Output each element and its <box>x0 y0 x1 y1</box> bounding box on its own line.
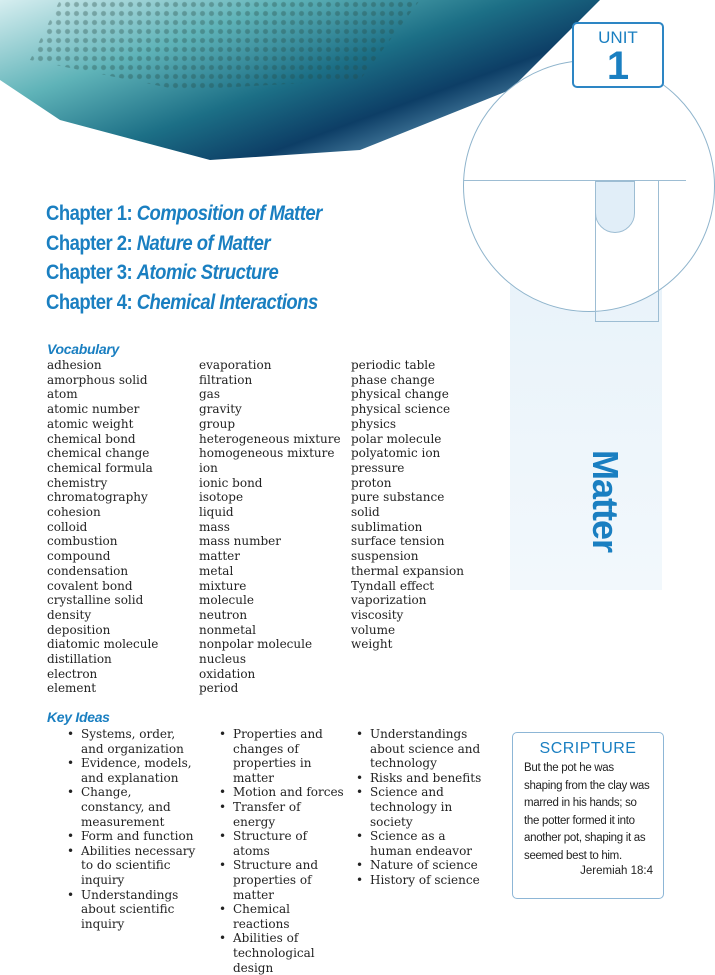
vocabulary-term: deposition <box>47 622 111 637</box>
vocabulary-term: diatomic molecule <box>47 637 159 652</box>
vocabulary-term: adhesion <box>47 358 102 372</box>
key-idea-item: • Abilities of technological design <box>215 931 345 975</box>
vocabulary-term: polyatomic ion <box>351 446 441 461</box>
vocabulary-term: crystalline solid <box>47 593 144 608</box>
vocabulary-term: weight <box>351 637 393 652</box>
vocabulary-term: pressure <box>351 460 405 475</box>
key-idea-item: • Motion and forces <box>215 785 345 800</box>
vocabulary-term: combustion <box>47 534 118 549</box>
vocabulary-term: heterogeneous mixture <box>199 431 341 446</box>
vocabulary-term: electron <box>47 666 98 681</box>
vocabulary-term: physical change <box>351 387 449 402</box>
vocabulary-term: vaporization <box>351 593 427 608</box>
vocabulary-term: matter <box>199 549 241 564</box>
vocabulary-term: physics <box>351 416 397 431</box>
side-title: Matter <box>585 449 626 553</box>
vocabulary-term: covalent bond <box>47 578 133 593</box>
scripture-heading: SCRIPTURE <box>539 740 637 757</box>
vocabulary-term: chemical change <box>47 446 150 461</box>
vocabulary-term: nonmetal <box>199 622 256 637</box>
vocabulary-term: element <box>47 681 97 696</box>
vocabulary-term: compound <box>47 549 111 564</box>
key-idea-item: • History of science <box>352 873 490 888</box>
key-idea-item: • Structure of atoms <box>215 829 345 858</box>
chapter-number: Chapter 4: <box>46 290 133 314</box>
key-idea-item: • Science as a human endeavor <box>352 829 490 858</box>
vocabulary-term: neutron <box>199 607 248 622</box>
key-idea-item: • Transfer of energy <box>215 800 345 829</box>
chapter-heading <box>46 232 270 256</box>
vocabulary-term: group <box>199 416 236 431</box>
vocabulary-term: metal <box>199 563 234 578</box>
key-idea-item: • Understandings about scientific inquiry <box>63 888 198 932</box>
vocabulary-term: filtration <box>199 372 253 387</box>
unit-badge <box>572 22 664 88</box>
key-idea-item: • Science and technology in society <box>352 785 490 829</box>
vocabulary-term: chemistry <box>47 475 108 490</box>
vocabulary-term: suspension <box>351 549 419 564</box>
vocabulary-term: period <box>199 681 239 696</box>
vocabulary-term: volume <box>351 622 396 637</box>
vocabulary-term: phase change <box>351 372 435 387</box>
vocabulary-term: solid <box>351 505 380 520</box>
vocabulary-term: polar molecule <box>351 431 442 446</box>
chapter-number: Chapter 2: <box>46 231 133 255</box>
chapter-title: Nature of Matter <box>136 231 270 255</box>
vocabulary-term: liquid <box>199 505 234 520</box>
vocabulary-term: ion <box>199 460 218 475</box>
vocabulary-term: periodic table <box>351 358 436 372</box>
vocabulary-term: nucleus <box>199 652 247 667</box>
key-idea-item: • Form and function <box>63 829 198 844</box>
scripture-text: But the pot he was shaping from the clay was marred in his hands; so the potter formed it into another pot, shaping it as seemed best to him. <box>524 762 650 862</box>
vocabulary-column <box>351 358 464 652</box>
vocabulary-term: colloid <box>47 519 88 534</box>
chapter-number: Chapter 3: <box>46 261 133 284</box>
vocabulary-term: density <box>47 607 92 622</box>
vocabulary-term: gravity <box>199 402 242 417</box>
vocabulary-term: Tyndall effect <box>351 578 435 593</box>
vocabulary-term: molecule <box>199 593 254 608</box>
vocabulary-term: amorphous solid <box>47 372 148 387</box>
vocabulary-term: chemical formula <box>47 460 153 475</box>
chapter-heading <box>46 261 278 285</box>
vocabulary-term: isotope <box>199 490 244 505</box>
vocabulary-term: chromatography <box>47 490 148 505</box>
vocabulary-term: physical science <box>351 402 451 417</box>
vocabulary-term: viscosity <box>351 607 404 622</box>
vocabulary-term: mass number <box>199 534 282 549</box>
key-ideas-column <box>352 727 490 888</box>
vocabulary-term: distillation <box>47 652 112 667</box>
key-idea-item: • Abilities necessary to do scientific inquiry <box>63 844 198 888</box>
vocabulary-term: mass <box>199 519 230 534</box>
vocabulary-term: oxidation <box>199 666 256 681</box>
vocabulary-term: atomic weight <box>47 416 134 431</box>
vocabulary-term: gas <box>199 387 220 402</box>
vocabulary-term: surface tension <box>351 534 445 549</box>
key-idea-item: • Properties and changes of properties in matter <box>215 727 345 785</box>
vocabulary-term: ionic bond <box>199 475 263 490</box>
vocabulary-term: thermal expansion <box>351 563 464 578</box>
scripture-reference: Jeremiah 18:4 <box>580 865 653 877</box>
key-idea-item: • Structure and properties of matter <box>215 858 345 902</box>
chapter-title: Composition of Matter <box>136 202 322 225</box>
scripture-box <box>512 732 664 899</box>
vocabulary-term: chemical bond <box>47 431 136 446</box>
spiral-inner <box>595 181 635 233</box>
vocabulary-heading: Vocabulary <box>47 341 119 357</box>
vocabulary-column <box>199 358 341 696</box>
key-idea-item: • Understandings about science and technology <box>352 727 490 771</box>
key-idea-item: • Risks and benefits <box>352 771 490 786</box>
key-ideas-heading: Key Ideas <box>47 709 110 725</box>
chapter-number: Chapter 1: <box>46 202 133 225</box>
vocabulary-term: mixture <box>199 578 247 593</box>
vocabulary-term: nonpolar molecule <box>199 637 313 652</box>
vocabulary-term: atom <box>47 387 78 402</box>
chapter-title: Chemical Interactions <box>136 290 318 314</box>
unit-number: 1 <box>606 44 630 88</box>
golden-spiral-circle <box>463 60 715 312</box>
vocabulary-term: cohesion <box>47 505 101 520</box>
key-idea-item: • Chemical reactions <box>215 902 345 931</box>
key-ideas-column <box>63 727 198 931</box>
unit-label: UNIT <box>598 28 638 47</box>
vocabulary-column <box>47 358 158 696</box>
key-idea-item: • Nature of science <box>352 858 490 873</box>
key-ideas-column <box>215 727 345 975</box>
chapter-heading <box>46 291 318 315</box>
vocabulary-term: pure substance <box>351 490 445 505</box>
key-idea-item: • Change, constancy, and measurement <box>63 785 198 829</box>
key-idea-item: • Evidence, models, and explanation <box>63 756 198 785</box>
chapter-heading <box>46 202 322 226</box>
vocabulary-term: atomic number <box>47 402 140 417</box>
key-idea-item: • Systems, order, and organization <box>63 727 198 756</box>
vocabulary-term: proton <box>351 475 392 490</box>
chapter-title: Atomic Structure <box>136 261 279 284</box>
vocabulary-term: evaporation <box>199 358 272 372</box>
vocabulary-term: sublimation <box>351 519 423 534</box>
vocabulary-term: homogeneous mixture <box>199 446 335 461</box>
vocabulary-term: condensation <box>47 563 129 578</box>
